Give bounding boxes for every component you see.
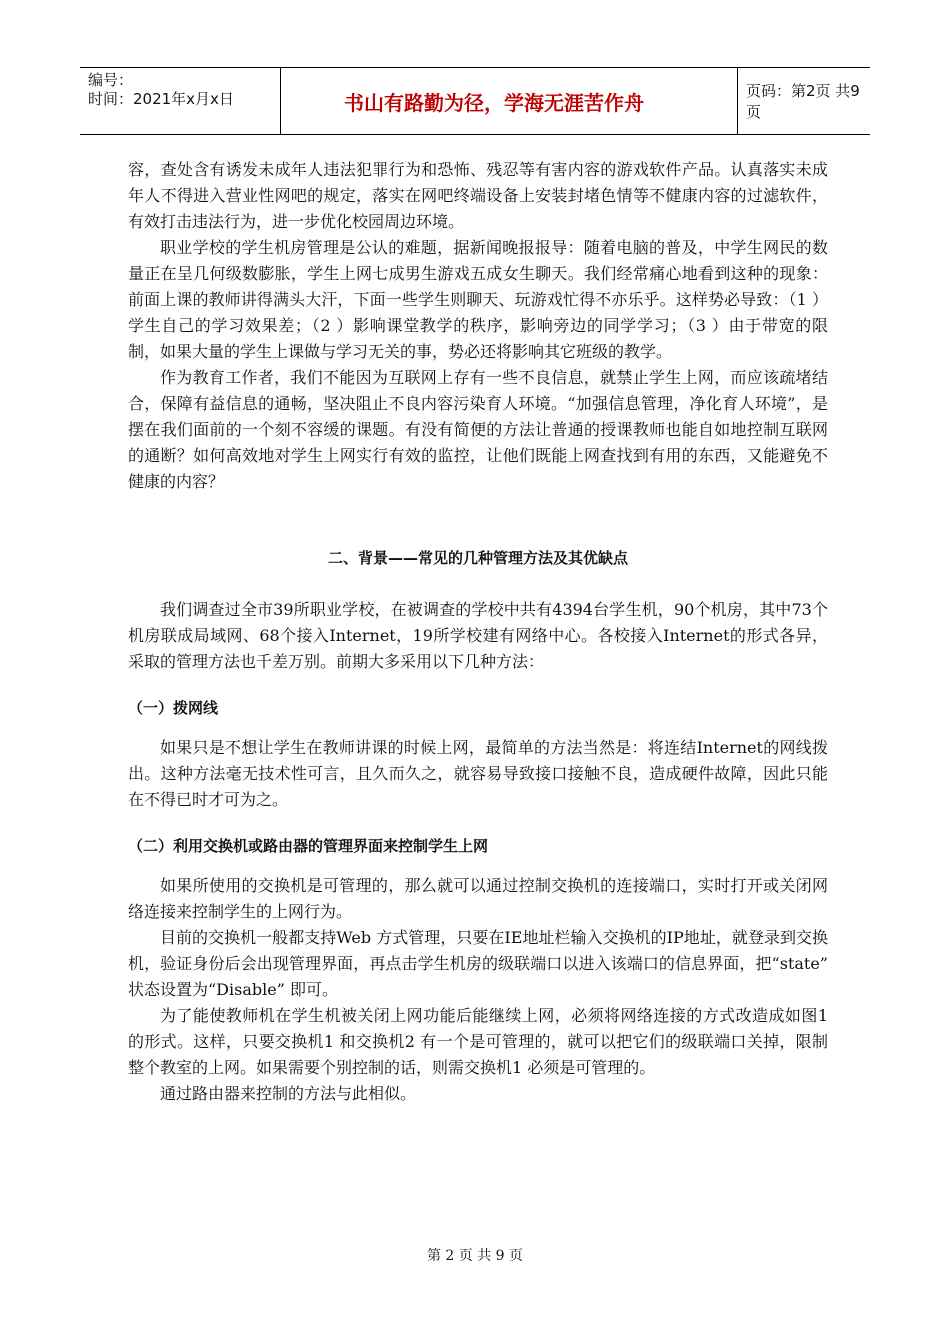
header-page-info: 页码：第2页 共9页: [746, 82, 860, 121]
paragraph-3: 作为教育工作者，我们不能因为互联网上存有一些不良信息，就禁止学生上网，而应该疏堵结合，保障有益信息的通畅，坚决阻止不良内容污染育人环境。“加强信息管理，净化育人环境”，是摆在我们面前的一个刻不容缓的课题。有没有简便的方法让普通的授课教师也能自如地控制互联网的通断？如何高效地对学生上网实行有效的监控，让他们既能上网查找到有用的东西，又能避免不健康的内容？: [128, 368, 828, 491]
paragraph-7: 目前的交换机一般都支持Web 方式管理，只要在IE地址栏输入交换机的IP地址，就登录到交换机，验证身份后会出现管理界面，再点击学生机房的级联端口以进入该端口的信息界面，把“state” 状态设置为“Disable” 即可。: [128, 928, 828, 999]
paragraph-6: 如果所使用的交换机是可管理的，那么就可以通过控制交换机的连接端口，实时打开或关闭网络连接来控制学生的上网行为。: [128, 876, 828, 921]
paragraph-9: 通过路由器来控制的方法与此相似。: [160, 1084, 417, 1103]
paragraph-5: 如果只是不想让学生在教师讲课的时候上网，最简单的方法当然是：将连结Internet的网线拨出。这种方法毫无技术性可言，且久而久之，就容易导致接口接触不良，造成硬件故障，因此只能在不得已时才可为之。: [128, 738, 828, 809]
document-body: [128, 157, 828, 1107]
page-footer: 第 2 页 共 9 页: [426, 1248, 524, 1264]
paragraph-2: 职业学校的学生机房管理是公认的难题，据新闻晚报报导：随着电脑的普及，中学生网民的数量正在呈几何级数膨胀，学生上网七成男生游戏五成女生聊天。我们经常痛心地看到这种的现象：前面上课的教师讲得满头大汗，下面一些学生则聊天、玩游戏忙得不亦乐乎。这样势必导致：（1 ）学生自己的学习效果差；（2 ）影响课堂教学的秩序，影响旁边的同学学习；（3 ）由于带宽的限制，如果大量的学生上课做与学习无关的事，势必还将影响其它班级的教学。: [128, 238, 828, 361]
section-title: 二、背景——常见的几种管理方法及其优缺点: [327, 549, 628, 567]
paragraph-4: 我们调查过全市39所职业学校，在被调查的学校中共有4394台学生机，90个机房，其中73个机房联成局域网、68个接入Internet，19所学校建有网络中心。各校接入Internet的形式各异，采取的管理方法也千差万别。前期大多采用以下几种方法：: [128, 600, 828, 671]
header-motto: 书山有路勤为径，学海无涯苦作舟: [280, 68, 738, 134]
paragraph-8: 为了能使教师机在学生机被关闭上网功能后能继续上网，必须将网络连接的方式改造成如图1 的形式。这样，只要交换机1 和交换机2 有一个是可管理的，就可以把它们的级联端口关掉，限制整个教室的上网。如果需要个别控制的话，则需交换机1 必须是可管理的。: [128, 1006, 828, 1077]
document-number-label: 编号：: [88, 71, 134, 89]
subheading-1: （一）拨网线: [128, 699, 219, 717]
paragraph-1: 容，查处含有诱发未成年人违法犯罪行为和恐怖、残忍等有害内容的游戏软件产品。认真落实未成年人不得进入营业性网吧的规定，落实在网吧终端设备上安装封堵色情等不健康内容的过滤软件，有效打击违法行为，进一步优化校园周边环境。: [128, 160, 828, 231]
page-header: [80, 67, 870, 135]
document-date: 时间：2021年x月x日: [88, 90, 234, 108]
subheading-2: （二）利用交换机或路由器的管理界面来控制学生上网: [128, 837, 489, 855]
header-meta: [80, 68, 280, 134]
